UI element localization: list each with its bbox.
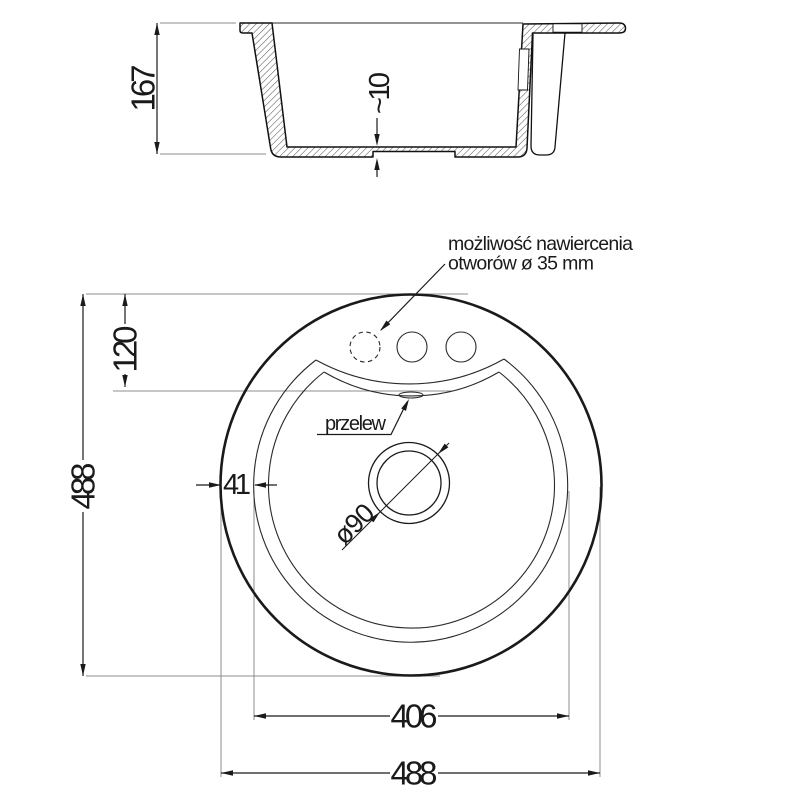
arrowhead bbox=[374, 134, 379, 146]
arrowhead bbox=[80, 664, 85, 676]
note-drillable-holes bbox=[380, 233, 633, 331]
label-overflow bbox=[317, 399, 409, 435]
dim-rim-width bbox=[196, 469, 277, 501]
dim-section-height bbox=[125, 23, 267, 154]
note-text-line2: otworów ø 35 mm bbox=[448, 252, 594, 275]
arrowhead bbox=[401, 399, 409, 411]
arrowhead bbox=[254, 713, 266, 718]
bowl-outer-edge bbox=[254, 359, 568, 642]
section-view bbox=[125, 23, 626, 177]
tap-hole-optional-dashed bbox=[350, 332, 380, 362]
dim-deck-depth bbox=[107, 294, 144, 387]
arrowhead bbox=[254, 482, 266, 487]
arrowhead bbox=[588, 770, 600, 775]
bowl-inner-edge bbox=[268, 372, 554, 628]
section-tap-hole-void bbox=[553, 24, 582, 32]
dim-overall-width bbox=[221, 755, 600, 792]
overflow-slot bbox=[399, 392, 423, 398]
plan-view bbox=[65, 233, 634, 792]
dim-value-bowl-width: 406 bbox=[390, 697, 438, 735]
arrowhead bbox=[122, 294, 127, 306]
dim-bowl-width bbox=[254, 698, 569, 735]
dim-overall-height bbox=[65, 294, 102, 676]
note-text-line1: możliwość nawiercenia bbox=[448, 233, 633, 255]
arrowhead bbox=[154, 142, 159, 154]
section-overflow-channel bbox=[518, 49, 529, 90]
arrowhead bbox=[374, 158, 379, 170]
arrowhead bbox=[209, 482, 221, 487]
overflow-label-text: przelew bbox=[325, 413, 386, 435]
arrowhead bbox=[122, 375, 127, 387]
arrowhead bbox=[221, 770, 233, 775]
arrowhead bbox=[154, 23, 159, 35]
dim-value-drain-diameter: ø90 bbox=[327, 497, 381, 551]
dim-value-section-height: 167 bbox=[124, 64, 162, 112]
section-skirt bbox=[531, 33, 565, 155]
dim-value-bottom-thickness: ~10 bbox=[364, 72, 396, 114]
deck-front-outer-edge bbox=[316, 359, 504, 384]
arrowhead bbox=[557, 713, 569, 718]
sink-outer-rim bbox=[221, 295, 602, 676]
dim-value-rim-width: 41 bbox=[223, 469, 251, 501]
arrowhead bbox=[80, 294, 85, 306]
section-cut-body bbox=[240, 23, 626, 157]
tap-hole bbox=[397, 332, 427, 362]
dim-value-deck-depth: 120 bbox=[106, 325, 144, 373]
dim-value-overall-height: 488 bbox=[64, 462, 102, 510]
tap-hole bbox=[446, 332, 476, 362]
dim-bottom-thickness bbox=[364, 72, 396, 177]
dim-value-overall-width: 488 bbox=[390, 754, 438, 792]
